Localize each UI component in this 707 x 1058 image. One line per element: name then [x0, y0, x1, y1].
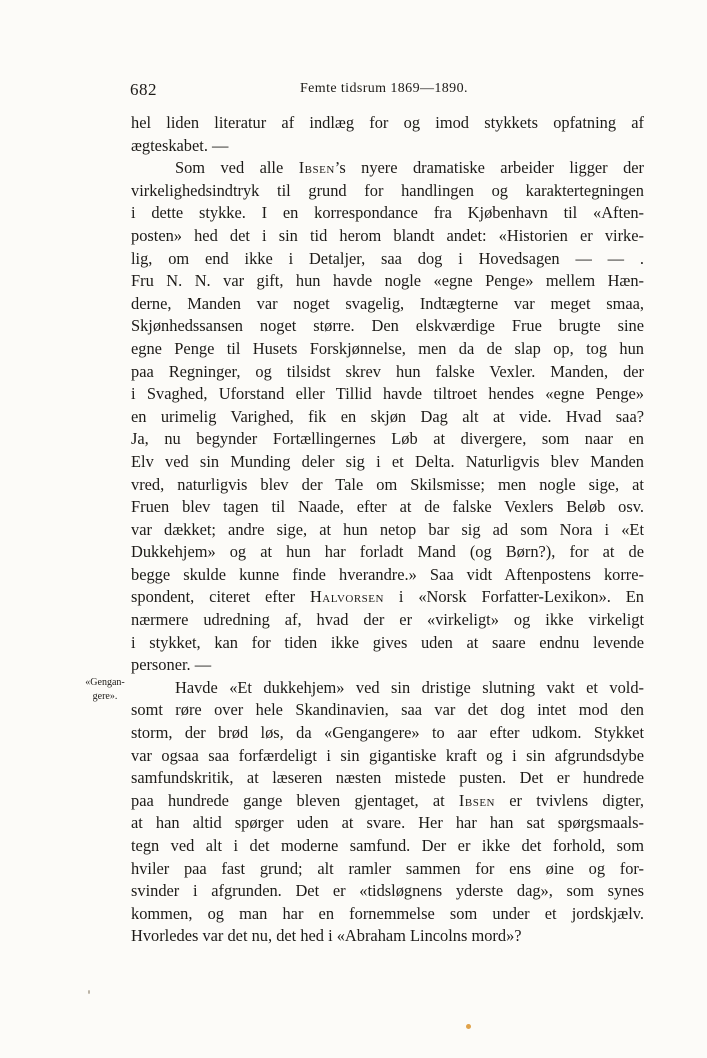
author-name: Halvorsen	[309, 587, 384, 607]
text-line: kommen, og man har en fornemmelse som under et jordskjælv.	[131, 903, 644, 923]
text-line: hel liden literatur af indlæg for og imod stykkets opfatning af	[131, 113, 644, 132]
text-line: samfundskritik, at læseren næsten mistede pusten. Det er hundrede	[131, 768, 644, 788]
text-line	[131, 157, 644, 180]
body-text	[131, 112, 644, 948]
text-line: Fruen blev tagen til Naade, efter at de falske Vexlers Beløb osv.	[131, 497, 644, 517]
text-line: Ja, nu begynder Fortællingernes Løb at divergere, som naar en	[131, 429, 644, 449]
text-run: spondent, citeret efter	[131, 587, 310, 607]
running-head: Femte tidsrum 1869—1890.	[300, 81, 468, 96]
paragraph	[131, 157, 644, 677]
text-line: ægteskabet. —	[131, 135, 229, 155]
text-line: at han altid spørger uden at svare. Her har han sat spørgsmaals-	[131, 813, 644, 833]
text-line	[131, 586, 644, 609]
text-line	[131, 790, 644, 813]
text-line: Fru N. N. var gift, hun havde nogle «egne Penge» mellem Hæn-	[131, 271, 644, 291]
text-run: ’s nyere dramatiske arbeider ligger der	[334, 158, 644, 178]
text-line: virkelighedsindtryk til grund for handlingen og karaktertegningen	[131, 180, 644, 200]
text-line: var ogsaa saa forfærdeligt i sin gigantiske kraft og i sin afgrundsdybe	[131, 745, 644, 765]
margin-note-line: gere».	[92, 691, 118, 702]
text-line: i dette stykke. I en korrespondance fra Kjøbenhavn til «Aften-	[131, 203, 644, 223]
text-run: i «Norsk Forfatter-Lexikon». En	[383, 587, 644, 607]
text-line: somt røre over hele Skandinavien, saa var det dog intet mod den	[131, 700, 644, 720]
text-line: derne, Manden var noget svagelig, Indtægterne var meget smaa,	[131, 293, 644, 313]
page-number: 682	[130, 80, 157, 99]
text-line: svinder i afgrunden. Det er «tidsløgnens yderste dag», som synes	[131, 881, 644, 901]
text-line: vred, naturligvis blev der Tale om Skilsmisse; men nogle sige, at	[131, 474, 644, 494]
margin-note	[78, 676, 132, 704]
text-line: lig, om end ikke i Detaljer, saa dog i Hovedsagen — — .	[131, 248, 644, 268]
text-line: begge skulde kunne finde hverandre.» Saa vidt Aftenpostens korre-	[131, 564, 644, 584]
text-line: paa Regninger, og tilsidst skrev hun falske Vexler. Manden, der	[131, 361, 644, 381]
paragraph	[131, 112, 644, 157]
margin-note-line: «Gengan-	[85, 677, 125, 688]
text-line: var dækket; andre sige, at hun netop bar sig ad som Nora i «Et	[131, 519, 644, 539]
text-run: Som ved alle	[175, 158, 299, 178]
author-name: Ibsen	[458, 790, 495, 810]
text-run: paa hundrede gange bleven gjentaget, at	[131, 790, 459, 810]
text-line: posten» hed det i sin tid herom blandt andet: «Historien er virke-	[131, 225, 644, 245]
text-line: Dukkehjem» og at hun har forladt Mand (og Børn?), for at de	[131, 542, 644, 562]
text-line: i Svaghed, Uforstand eller Tillid havde tiltroet hendes «egne Penge»	[131, 384, 644, 404]
text-line: personer. —	[131, 655, 212, 675]
text-line: hviler paa fast grund; alt ramler sammen for ens øine og for-	[131, 858, 644, 878]
paper-speck	[466, 1024, 471, 1029]
text-line: tegn ved alt i det moderne samfund. Der er ikke det forhold, som	[131, 836, 644, 855]
paragraph	[131, 677, 644, 948]
text-line: Elv ved sin Munding deler sig i et Delta. Naturligvis blev Manden	[131, 451, 644, 471]
text-line: Skjønhedssansen noget større. Den elskværdige Frue brugte sine	[131, 316, 644, 336]
text-run: er tvivlens digter,	[495, 790, 644, 810]
author-name: Ibsen	[298, 158, 335, 178]
text-line: Hvorledes var det nu, det hed i «Abraham Lincolns mord»?	[131, 926, 522, 946]
text-line: en urimelig Varighed, fik en skjøn Dag alt at vide. Hvad saa?	[131, 406, 644, 426]
text-line: storm, der brød løs, da «Gengangere» to aar efter udkom. Stykket	[131, 723, 644, 743]
paper-speck	[88, 990, 90, 994]
text-line: i stykket, kan for tiden ikke gives uden at saare endnu levende	[131, 632, 644, 652]
text-line: nærmere udredning af, hvad der er «virkeligt» og ikke virkeligt	[131, 610, 644, 630]
text-line: egne Penge til Husets Forskjønnelse, men da de slap op, tog hun	[131, 338, 644, 358]
text-line: Havde «Et dukkehjem» ved sin dristige slutning vakt et vold-	[175, 677, 644, 697]
